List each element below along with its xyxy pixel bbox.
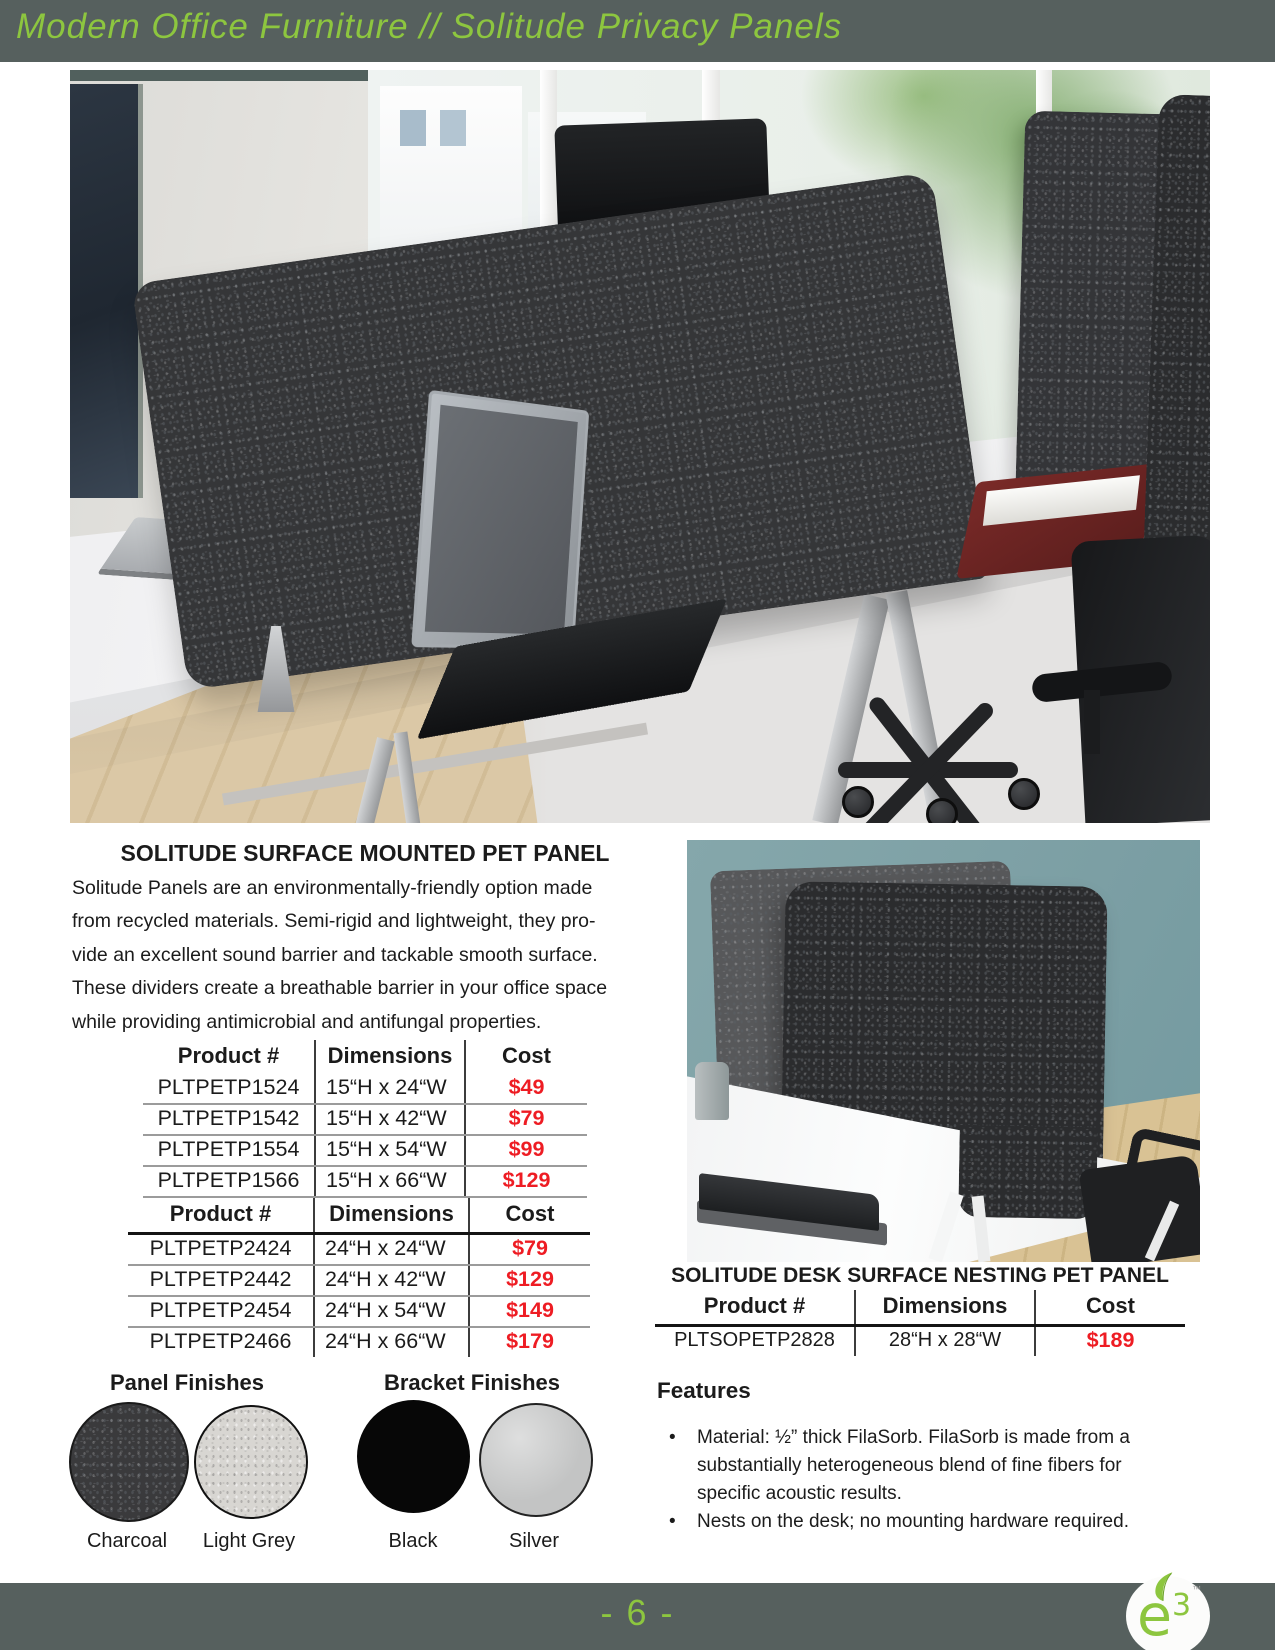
cell-product: PLTPETP2466 <box>149 1329 292 1353</box>
price-table-24in-panels <box>128 1198 590 1357</box>
building-window-graphic <box>400 110 426 146</box>
cell-product: PLTPETP1566 <box>143 1166 315 1197</box>
swatch-label-black: Black <box>388 1530 438 1552</box>
cell-cost: $149 <box>469 1296 590 1327</box>
wall-art-graphic <box>70 84 143 498</box>
table-row <box>128 1265 590 1296</box>
cell-dimensions: 28“H x 28“W <box>855 1326 1035 1357</box>
col-header-cost: Cost <box>502 1043 551 1068</box>
table-row <box>143 1135 587 1166</box>
col-header-dimensions: Dimensions <box>314 1198 469 1234</box>
office-chair-arm-post-graphic <box>1084 690 1100 754</box>
cell-product: PLTPETP1554 <box>143 1135 315 1166</box>
cell-cost: $79 <box>469 1234 590 1266</box>
cell-dimensions: 24“H x 54“W <box>314 1296 469 1327</box>
swatch-label-charcoal: Charcoal <box>86 1530 168 1552</box>
swatch-silver <box>479 1403 593 1517</box>
table-row <box>655 1326 1185 1357</box>
swatch-label-silver: Silver <box>508 1530 559 1552</box>
description-line: while providing antimicrobial and antifungal properties. <box>72 1010 542 1033</box>
col-header-dimensions: Dimensions <box>315 1040 465 1074</box>
cell-cost: $49 <box>465 1074 587 1104</box>
features-list <box>657 1424 1137 1536</box>
cell-cost: $189 <box>1086 1328 1135 1352</box>
table-row <box>143 1074 587 1104</box>
cell-cost: $79 <box>465 1104 587 1135</box>
col-header-dimensions: Dimensions <box>855 1290 1035 1326</box>
panel-finishes-title: Panel Finishes <box>109 1370 265 1395</box>
cell-dimensions: 24“H x 24“W <box>314 1234 469 1266</box>
chair-caster-graphic <box>1008 778 1040 810</box>
col-header-product: Product # <box>177 1043 280 1068</box>
swatch-label-light-grey: Light Grey <box>202 1530 296 1552</box>
desk-accessory-graphic <box>695 1062 729 1120</box>
chair-caster-graphic <box>926 798 958 823</box>
laptop-screen-graphic <box>411 390 589 649</box>
chair-caster-graphic <box>842 786 874 818</box>
cell-product: PLTPETP2454 <box>128 1296 314 1327</box>
features-title: Features <box>657 1378 751 1403</box>
page-number: - 6 - <box>600 1592 675 1633</box>
swatch-light-grey <box>194 1405 308 1519</box>
col-header-product: Product # <box>655 1290 855 1326</box>
cell-product: PLTPETP2424 <box>128 1234 314 1266</box>
description-line: vide an excellent sound barrier and tackable smooth surface. <box>72 943 598 966</box>
swatch-black <box>357 1400 470 1513</box>
cell-product: PLTPETP1524 <box>143 1074 315 1104</box>
cell-cost: $99 <box>465 1135 587 1166</box>
logo-numeral-3: 3 <box>1172 1588 1192 1623</box>
price-table-15in-panels <box>143 1040 587 1198</box>
logo-letter-e: e <box>1137 1583 1173 1649</box>
trademark-symbol: ™ <box>1192 1584 1201 1594</box>
description-line: from recycled materials. Semi-rigid and lightweight, they pro- <box>72 910 596 933</box>
feature-item: • Nests on the desk; no mounting hardware required. <box>657 1508 1137 1536</box>
cell-dimensions: 15“H x 24“W <box>315 1074 465 1104</box>
bracket-finishes-title: Bracket Finishes <box>383 1370 561 1395</box>
description-line: These dividers create a breathable barrier in your office space <box>72 977 608 1000</box>
cell-cost: $129 <box>465 1166 587 1197</box>
table-row <box>143 1166 587 1197</box>
cell-product: PLTPETP1542 <box>143 1104 315 1135</box>
feature-item: • Material: ½” thick FilaSorb. FilaSorb is made from a substantially heterogeneous blend of fine fibers for specific acoustic results. <box>657 1424 1137 1508</box>
table-row <box>128 1234 590 1266</box>
description-line: Solitude Panels are an environmentally-friendly option made <box>72 877 593 899</box>
cell-cost: $179 <box>506 1329 554 1353</box>
nesting-panel-photo <box>687 840 1200 1262</box>
price-table-nesting-panel <box>655 1290 1185 1356</box>
cell-dimensions: 15“H x 66“W <box>315 1166 465 1197</box>
col-header-cost: Cost <box>469 1198 590 1234</box>
chair-back-graphic <box>1079 1154 1200 1262</box>
cell-dimensions: 15“H x 42“W <box>315 1104 465 1135</box>
cell-dimensions: 15“H x 54“W <box>315 1135 465 1166</box>
section-title-surface-mounted: SOLITUDE SURFACE MOUNTED PET PANEL <box>120 840 610 866</box>
building-window-graphic <box>440 110 466 146</box>
cell-dimensions: 24“H x 42“W <box>314 1265 469 1296</box>
table-row <box>143 1104 587 1135</box>
cell-cost: $129 <box>469 1265 590 1296</box>
hero-office-photo <box>70 70 1210 823</box>
cell-product: PLTPETP2442 <box>128 1265 314 1296</box>
e3-logo <box>1126 1576 1210 1650</box>
cell-product: PLTSOPETP2828 <box>674 1329 835 1351</box>
table-row <box>128 1296 590 1327</box>
table-row <box>128 1327 590 1357</box>
swatch-charcoal <box>69 1402 189 1522</box>
col-header-cost: Cost <box>1035 1290 1185 1326</box>
col-header-product: Product # <box>128 1198 314 1234</box>
section-title-nesting-panel: SOLITUDE DESK SURFACE NESTING PET PANEL <box>671 1264 1169 1287</box>
cell-dimensions: 24“H x 66“W <box>314 1327 469 1357</box>
page-title: Modern Office Furniture // Solitude Privacy Panels <box>16 7 843 46</box>
section-description <box>72 872 682 1039</box>
